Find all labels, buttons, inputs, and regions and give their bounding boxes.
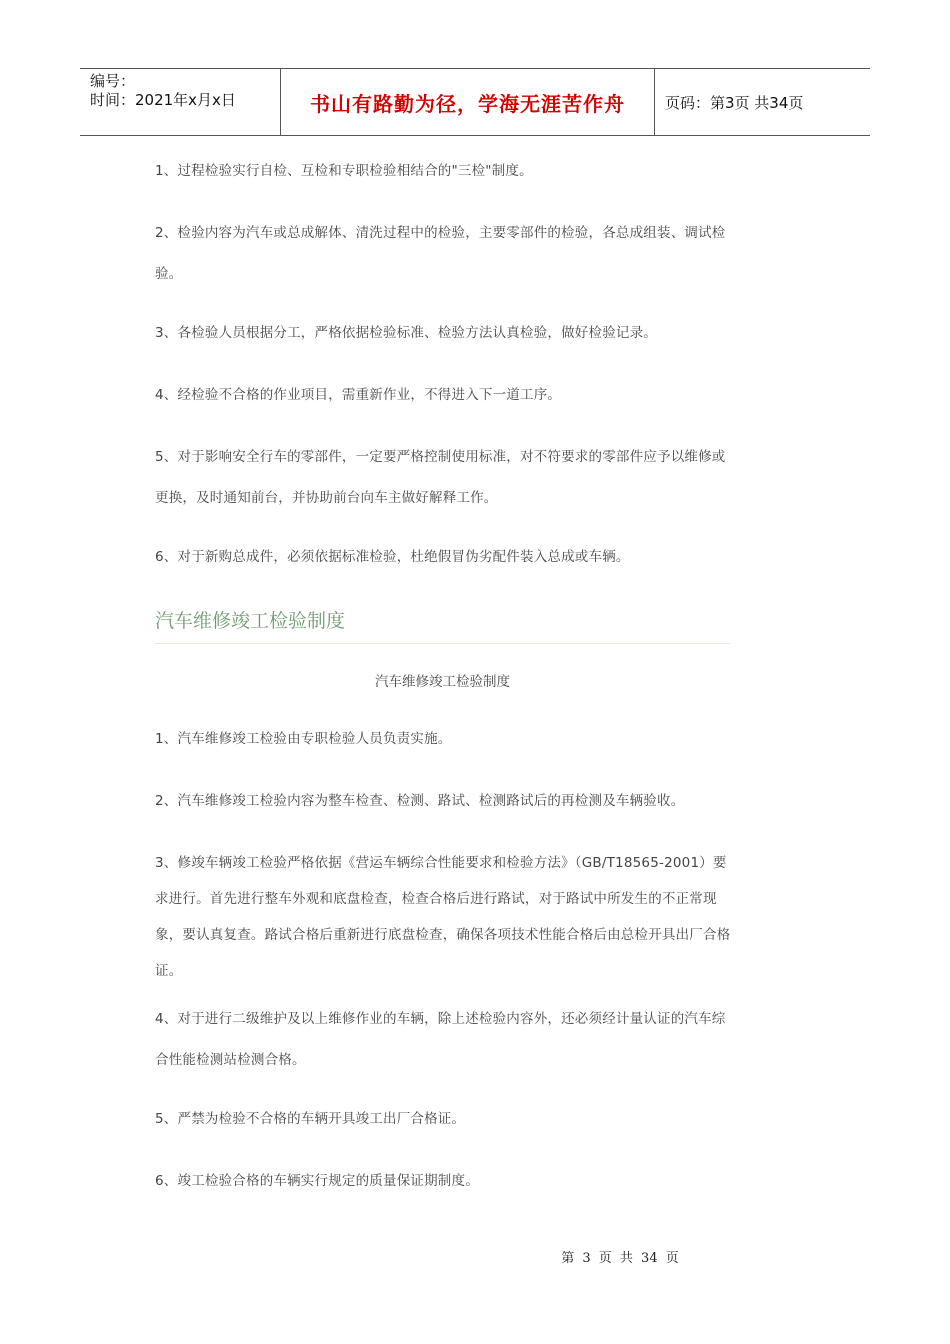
- header-page-number: 页码：第3页 共34页: [665, 93, 804, 112]
- document-number-label: 编号：: [90, 72, 136, 90]
- paragraph-3: 3、各检验人员根据分工，严格依据检验标准、检验方法认真检验，做好检验记录。: [155, 325, 657, 341]
- document-header: [80, 68, 870, 136]
- rule-2: 2、汽车维修竣工检验内容为整车检查、检测、路试、检测路试后的再检测及车辆验收。: [155, 793, 685, 809]
- rule-4: 4、对于进行二级维护及以上维修作业的车辆，除上述检验内容外，还必须经计量认证的汽车综合性能检测站检测合格。: [155, 1011, 726, 1068]
- document-date: 时间：2021年x月x日: [90, 91, 236, 109]
- rule-6: 6、竣工检验合格的车辆实行规定的质量保证期制度。: [155, 1173, 479, 1189]
- rule-5: 5、严禁为检验不合格的车辆开具竣工出厂合格证。: [155, 1111, 466, 1127]
- section-heading: 汽车维修竣工检验制度: [155, 606, 730, 644]
- article-title: 汽车维修竣工检验制度: [375, 674, 510, 690]
- page-footer: 第 3 页 共 34 页: [561, 1251, 679, 1266]
- header-motto: 书山有路勤为径，学海无涯苦作舟: [281, 69, 655, 135]
- paragraph-4: 4、经检验不合格的作业项目，需重新作业，不得进入下一道工序。: [155, 387, 562, 403]
- paragraph-1: 1、过程检验实行自检、互检和专职检验相结合的"三检"制度。: [155, 163, 533, 179]
- rule-1: 1、汽车维修竣工检验由专职检验人员负责实施。: [155, 731, 452, 747]
- paragraph-2: 2、检验内容为汽车或总成解体、清洗过程中的检验，主要零部件的检验，各总成组装、调试检验。: [155, 225, 726, 282]
- paragraph-6: 6、对于新购总成件，必须依据标准检验，杜绝假冒伪劣配件装入总成或车辆。: [155, 549, 630, 565]
- rule-3: 3、修竣车辆竣工检验严格依据《营运车辆综合性能要求和检验方法》（GB/T18565-2001）要求进行。首先进行整车外观和底盘检查，检查合格后进行路试，对于路试中所发生的不正常现象，要认真复查。路试合格后重新进行底盘检查，确保各项技术性能合格后由总检开具出厂合格证。: [155, 855, 731, 979]
- paragraph-5: 5、对于影响安全行车的零部件，一定要严格控制使用标准，对不符要求的零部件应予以维修或更换，及时通知前台，并协助前台向车主做好解释工作。: [155, 449, 726, 506]
- header-meta: [80, 69, 281, 135]
